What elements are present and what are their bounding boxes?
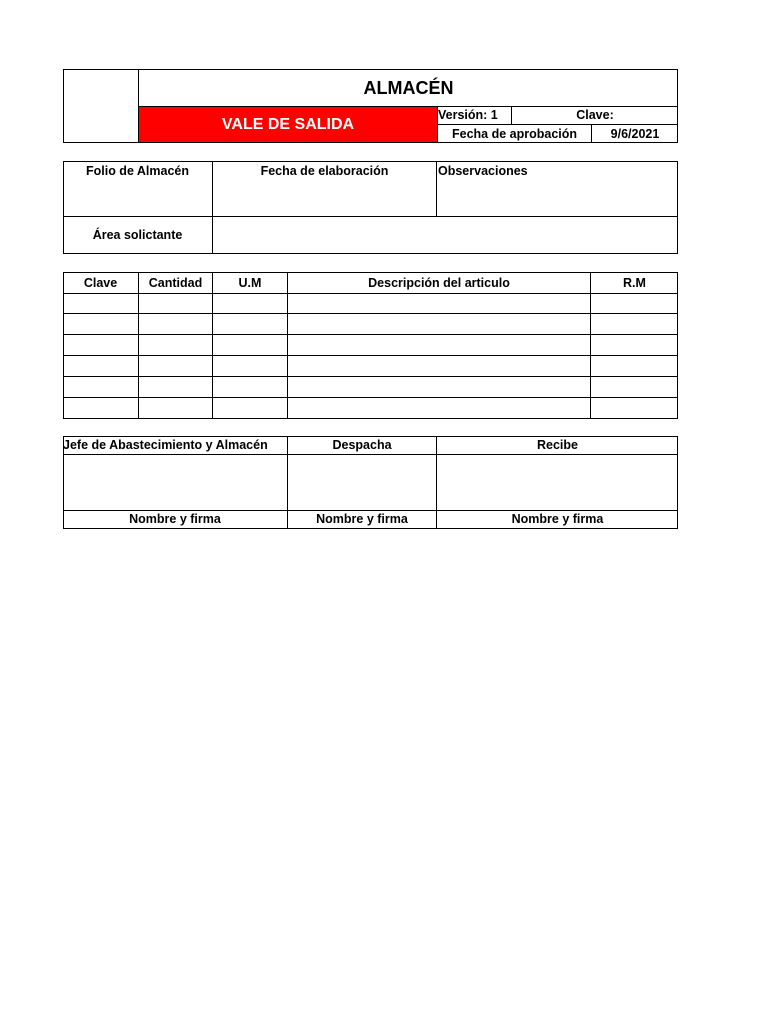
vale-banner-text: VALE DE SALIDA <box>221 116 355 133</box>
table-row <box>63 313 678 314</box>
signature-footer-despacha: Nombre y firma <box>316 512 408 526</box>
info-col-divider-2 <box>436 161 437 217</box>
col-header-rm: R.M <box>623 276 646 290</box>
col-header-cantidad: Cantidad <box>148 276 203 290</box>
fecha-aprobacion-label: Fecha de aprobación <box>451 127 578 141</box>
fecha-elaboracion-label: Fecha de elaboración <box>260 164 389 178</box>
signature-header-jefe: Jefe de Abastecimiento y Almacén <box>63 438 268 452</box>
table-row <box>63 376 678 377</box>
table-row <box>63 355 678 356</box>
signature-footer-jefe: Nombre y firma <box>129 512 221 526</box>
area-solicitante-label: Área solictante <box>92 228 183 242</box>
fecha-aprobacion-value: 9/6/2021 <box>610 127 660 141</box>
col-header-descripcion: Descripción del articulo <box>368 276 510 290</box>
folio-label: Folio de Almacén <box>85 164 190 178</box>
info-row-divider <box>63 216 678 217</box>
signature-header-despacha: Despacha <box>332 438 392 452</box>
table-row <box>63 334 678 335</box>
observaciones-label: Observaciones <box>438 164 528 178</box>
col-header-clave: Clave <box>83 276 118 290</box>
table-row <box>63 293 678 294</box>
version-label: Versión: 1 <box>438 108 498 122</box>
signature-footer-recibe: Nombre y firma <box>511 512 604 526</box>
table-row <box>63 397 678 398</box>
col-header-um: U.M <box>238 276 262 290</box>
signature-header-recibe: Recibe <box>537 438 578 452</box>
version-row-divider <box>437 124 678 125</box>
page-title: ALMACÉN <box>363 78 454 98</box>
signature-header-divider <box>63 454 678 455</box>
clave-label: Clave: <box>576 108 614 122</box>
